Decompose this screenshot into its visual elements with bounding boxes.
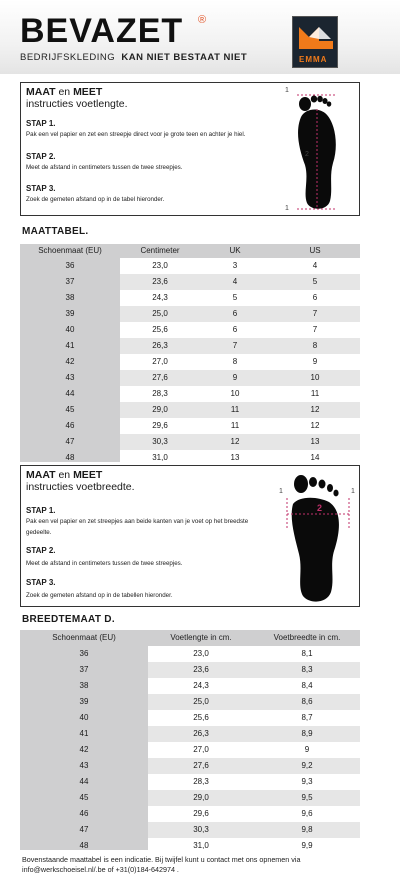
table-cell: 4: [312, 261, 318, 270]
table-cell: 6: [232, 309, 238, 318]
table-cell: 23,6: [193, 665, 209, 674]
table-cell: 8,9: [301, 729, 313, 738]
length-step-3-heading: STAP 3.: [26, 184, 56, 193]
size-table-eu-cell: 40: [65, 325, 75, 334]
table-cell: 29,6: [152, 421, 168, 430]
width-table-eu-cell: 36: [79, 649, 89, 658]
table-cell: 25,0: [193, 697, 209, 706]
size-table-eu-cell: 42: [65, 357, 75, 366]
width-instructions: [20, 465, 360, 607]
length-step-3-text: Zoek de gemeten afstand op in de tabel hieronder.: [26, 196, 165, 203]
table-cell: 9,9: [301, 841, 313, 850]
table-cell: 9: [232, 373, 238, 382]
table-cell: 13: [230, 453, 240, 462]
table-row: [148, 742, 360, 758]
width-title: MAAT en MEET: [26, 469, 103, 481]
table-row: [148, 646, 360, 662]
table-cell: 5: [312, 277, 318, 286]
table-row: [148, 710, 360, 726]
table-row: [120, 258, 360, 274]
table-cell: 31,0: [193, 841, 209, 850]
table-cell: 12: [310, 421, 320, 430]
width-table: [20, 630, 360, 850]
svg-text:2: 2: [317, 503, 323, 513]
table-row: [120, 450, 360, 466]
size-table-heading: MAATTABEL.: [22, 226, 89, 237]
size-table-eu-cell: 41: [65, 341, 75, 350]
table-cell: 4: [232, 277, 238, 286]
table-cell: 12: [310, 405, 320, 414]
table-cell: 7: [312, 309, 318, 318]
brand-name: BEVAZET: [20, 12, 184, 50]
table-cell: 29,6: [193, 809, 209, 818]
table-cell: 8: [312, 341, 318, 350]
length-instructions: [20, 82, 360, 216]
table-row: [148, 822, 360, 838]
table-cell: 31,0: [152, 453, 168, 462]
table-row: [148, 774, 360, 790]
width-step-1-text: Pak een vel papier en zet streepjes aan beide kanten van je voet op het breedste: [26, 518, 249, 525]
table-cell: 10: [230, 389, 240, 398]
table-row: [148, 662, 360, 678]
width-marker-right: 1: [351, 488, 355, 495]
length-subtitle: instructies voetlengte.: [26, 98, 128, 110]
table-cell: 9,3: [301, 777, 313, 786]
table-cell: 9,2: [301, 761, 313, 770]
tagline: [20, 52, 247, 63]
table-cell: 30,3: [152, 437, 168, 446]
length-step-1-text: Pak een vel papier en zet een streepje direct voor je grote teen en achter je hiel.: [26, 131, 246, 138]
width-step-2-text: Meet de afstand in centimeters tussen de twee streepjes.: [26, 560, 183, 567]
size-table-header-cell: Centimeter: [140, 246, 180, 255]
table-row: [148, 678, 360, 694]
table-cell: 9,6: [301, 809, 313, 818]
foot-sole-width-icon: [277, 470, 359, 604]
size-table-header-cell: US: [309, 246, 321, 255]
table-cell: 9,8: [301, 825, 313, 834]
table-row: [120, 274, 360, 290]
table-cell: 23,6: [152, 277, 168, 286]
size-table-eu-cell: 46: [65, 421, 75, 430]
table-cell: 28,3: [193, 777, 209, 786]
tagline-b: KAN NIET BESTAAT NIET: [121, 52, 248, 63]
width-table-eu-cell: 40: [79, 713, 89, 722]
width-table-header-cell: Voetlengte in cm.: [170, 633, 232, 642]
table-cell: 29,0: [152, 405, 168, 414]
table-cell: 30,3: [193, 825, 209, 834]
table-row: [148, 726, 360, 742]
table-cell: 13: [310, 437, 320, 446]
table-cell: 12: [230, 437, 240, 446]
table-row: [148, 838, 360, 854]
table-cell: 5: [232, 293, 238, 302]
width-table-eu-cell: 38: [79, 681, 89, 690]
size-table-eu-cell: 38: [65, 293, 75, 302]
table-cell: 26,3: [193, 729, 209, 738]
table-cell: 23,0: [152, 261, 168, 270]
width-step-3-text: Zoek de gemeten afstand op in de tabellen hieronder.: [26, 592, 173, 599]
size-table-header-cell: UK: [229, 246, 241, 255]
size-table-eu-cell: 45: [65, 405, 75, 414]
registered-mark: ®: [198, 14, 207, 26]
table-cell: 8,1: [301, 649, 313, 658]
table-row: [120, 306, 360, 322]
width-marker-left: 1: [279, 488, 283, 495]
size-table-eu-cell: 43: [65, 373, 75, 382]
table-row: [148, 758, 360, 774]
width-table-eu-cell: 47: [79, 825, 89, 834]
table-row: [148, 694, 360, 710]
table-cell: 27,0: [193, 745, 209, 754]
table-row: [120, 418, 360, 434]
width-step-3-heading: STAP 3.: [26, 578, 56, 587]
table-cell: 8: [232, 357, 238, 366]
table-cell: 9: [304, 745, 310, 754]
table-row: [120, 338, 360, 354]
size-table-eu-cell: 37: [65, 277, 75, 286]
table-cell: 6: [312, 293, 318, 302]
width-table-eu-cell: 41: [79, 729, 89, 738]
table-cell: 8,6: [301, 697, 313, 706]
table-cell: 27,6: [193, 761, 209, 770]
tagline-a: BEDRIJFSKLEDING: [20, 52, 116, 63]
width-table-header-cell: Schoenmaat (EU): [52, 633, 116, 642]
length-step-2-text: Meet de afstand in centimeters tussen de twee streepjes.: [26, 164, 183, 171]
table-cell: 6: [232, 325, 238, 334]
width-table-eu-cell: 46: [79, 809, 89, 818]
table-cell: 29,0: [193, 793, 209, 802]
table-cell: 25,0: [152, 309, 168, 318]
table-cell: 24,3: [193, 681, 209, 690]
table-cell: 23,0: [193, 649, 209, 658]
table-row: [148, 806, 360, 822]
table-cell: 8,3: [301, 665, 313, 674]
size-table-header-cell: Schoenmaat (EU): [38, 246, 102, 255]
size-table-eu-cell: 48: [65, 453, 75, 462]
table-row: [120, 402, 360, 418]
width-table-eu-cell: 45: [79, 793, 89, 802]
emma-logo-text: EMMA: [299, 55, 328, 64]
table-cell: 10: [310, 373, 320, 382]
table-cell: 25,6: [152, 325, 168, 334]
emma-logo: [292, 16, 338, 68]
header: [0, 0, 400, 74]
width-subtitle: instructies voetbreedte.: [26, 481, 135, 493]
length-marker-bottom: 1: [285, 205, 289, 212]
table-cell: 7: [232, 341, 238, 350]
width-table-eu-cell: 43: [79, 761, 89, 770]
width-table-eu-cell: 39: [79, 697, 89, 706]
table-row: [120, 290, 360, 306]
width-table-eu-cell: 48: [79, 841, 89, 850]
length-title: MAAT en MEET: [26, 86, 103, 98]
size-table: [20, 244, 360, 462]
table-row: [148, 790, 360, 806]
table-cell: 11: [310, 389, 320, 398]
size-table-eu-cell: 36: [65, 261, 75, 270]
table-cell: 26,3: [152, 341, 168, 350]
table-cell: 14: [310, 453, 320, 462]
disclaimer-line-2: info@werkschoeisel.nl/.be of +31(0)184-642974 .: [22, 865, 179, 874]
foot-sole-length-icon: [283, 85, 357, 215]
table-row: [120, 354, 360, 370]
table-cell: 11: [230, 405, 240, 414]
table-cell: 9: [312, 357, 318, 366]
table-row: [120, 434, 360, 450]
width-table-eu-cell: 44: [79, 777, 89, 786]
width-table-eu-cell: 37: [79, 665, 89, 674]
table-cell: 27,0: [152, 357, 168, 366]
disclaimer: [22, 855, 372, 875]
length-step-1-heading: STAP 1.: [26, 119, 56, 128]
table-cell: 9,5: [301, 793, 313, 802]
emma-logo-mark-icon: [293, 17, 339, 57]
length-marker-mid: 2: [305, 151, 309, 158]
table-cell: 8,4: [301, 681, 313, 690]
table-cell: 28,3: [152, 389, 168, 398]
width-table-eu-cell: 42: [79, 745, 89, 754]
table-row: [120, 386, 360, 402]
table-row: [120, 322, 360, 338]
table-cell: 11: [230, 421, 240, 430]
width-table-header-cell: Voetbreedte in cm.: [273, 633, 341, 642]
disclaimer-line-1: Bovenstaande maattabel is een indicatie. Bij twijfel kunt u contact met ons opnemen via: [22, 855, 301, 864]
width-step-2-heading: STAP 2.: [26, 546, 56, 555]
length-marker-top: 1: [285, 87, 289, 94]
table-cell: 3: [232, 261, 238, 270]
width-table-heading: BREEDTEMAAT D.: [22, 614, 115, 625]
width-step-1-text-cont: gedeelte.: [26, 529, 52, 536]
table-cell: 8,7: [301, 713, 313, 722]
length-step-2-heading: STAP 2.: [26, 152, 56, 161]
table-row: [120, 370, 360, 386]
table-cell: 24,3: [152, 293, 168, 302]
size-table-eu-cell: 47: [65, 437, 75, 446]
size-table-eu-cell: 39: [65, 309, 75, 318]
table-cell: 25,6: [193, 713, 209, 722]
width-step-1-heading: STAP 1.: [26, 506, 56, 515]
table-cell: 27,6: [152, 373, 168, 382]
table-cell: 7: [312, 325, 318, 334]
size-table-eu-cell: 44: [65, 389, 75, 398]
